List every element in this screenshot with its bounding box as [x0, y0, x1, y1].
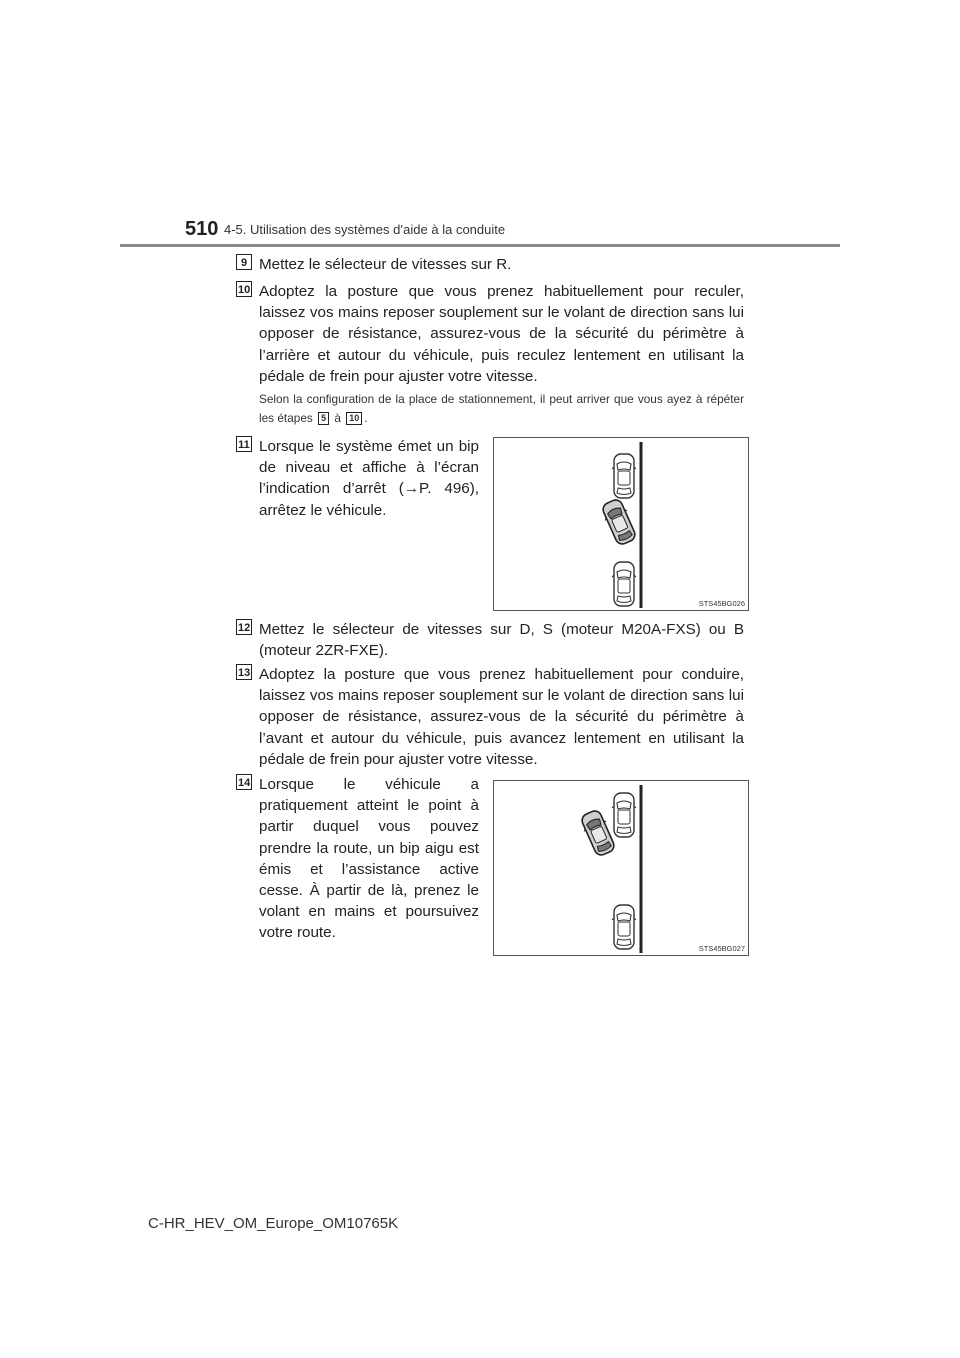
page-number: 510 [185, 218, 219, 240]
parking-illustration [494, 438, 750, 612]
note-text-before: Selon la configuration de la place de stationnement, il peut arriver que vous ayez à répéter les étapes [259, 392, 744, 425]
parked-car [612, 905, 636, 949]
step-text: Adoptez la posture que vous prenez habituellement pour conduire, laissez vos mains reposer souplement sur le volant de direction sans lui opposer de résistance, assurez-vous de la sécurité du périmètre à l’avant et autour du véhicule, puis avancez lentement en utilisant la pédale de frein pour ajuster votre vitesse. [259, 666, 744, 768]
step-text: Mettez le sélecteur de vitesses sur R. [259, 256, 512, 273]
parked-car [612, 562, 636, 606]
step-number-badge: 14 [236, 774, 252, 790]
own-car [578, 808, 618, 858]
section-title: 4-5. Utilisation des systèmes d’aide à la conduite [224, 222, 506, 237]
step-text: Lorsque le véhicule a pratiquement atteint le point à partir duquel vous pouvez prendre la route, un bip aigu est émis et l’assistance active cesse. À partir de là, prenez le volant en mains et poursuivez votre route. [259, 776, 479, 942]
step-number-badge: 13 [236, 664, 252, 680]
figure-code: STS45BG027 [698, 944, 745, 953]
document-id: C-HR_HEV_OM_Europe_OM10765K [148, 1215, 399, 1232]
note-text-after: . [364, 411, 368, 425]
own-car [599, 497, 639, 547]
step-text: Lorsque le système émet un bip de niveau et affiche à l’écran l’indication d’arrêt (→P. 496), arrêtez le véhicule. [259, 438, 479, 519]
note-text [259, 390, 744, 428]
step-number-badge: 11 [236, 436, 252, 452]
step-ref-badge: 10 [346, 412, 362, 425]
figure-code: STS45BG026 [698, 599, 745, 608]
step-number-badge: 12 [236, 619, 252, 635]
parked-car [612, 793, 636, 837]
parking-diagram-exit [493, 780, 749, 956]
step-ref-badge: 5 [318, 412, 329, 425]
step-text: Mettez le sélecteur de vitesses sur D, S (moteur M20A-FXS) ou B (moteur 2ZR-FXE). [259, 621, 744, 660]
parked-car [612, 454, 636, 498]
header-divider [120, 244, 840, 247]
note-connector: à [334, 411, 341, 425]
parking-diagram-stop [493, 437, 749, 611]
parking-illustration [494, 781, 750, 957]
step-number-badge: 9 [236, 254, 252, 270]
step-text: Adoptez la posture que vous prenez habituellement pour reculer, laissez vos mains reposer souplement sur le volant de direction sans lui opposer de résistance, assurez-vous de la sécurité du périmètre à l’arrière et autour du véhicule, puis reculez lentement en utilisant la pédale de frein pour ajuster votre vitesse. [259, 283, 744, 385]
step-number-badge: 10 [236, 281, 252, 297]
